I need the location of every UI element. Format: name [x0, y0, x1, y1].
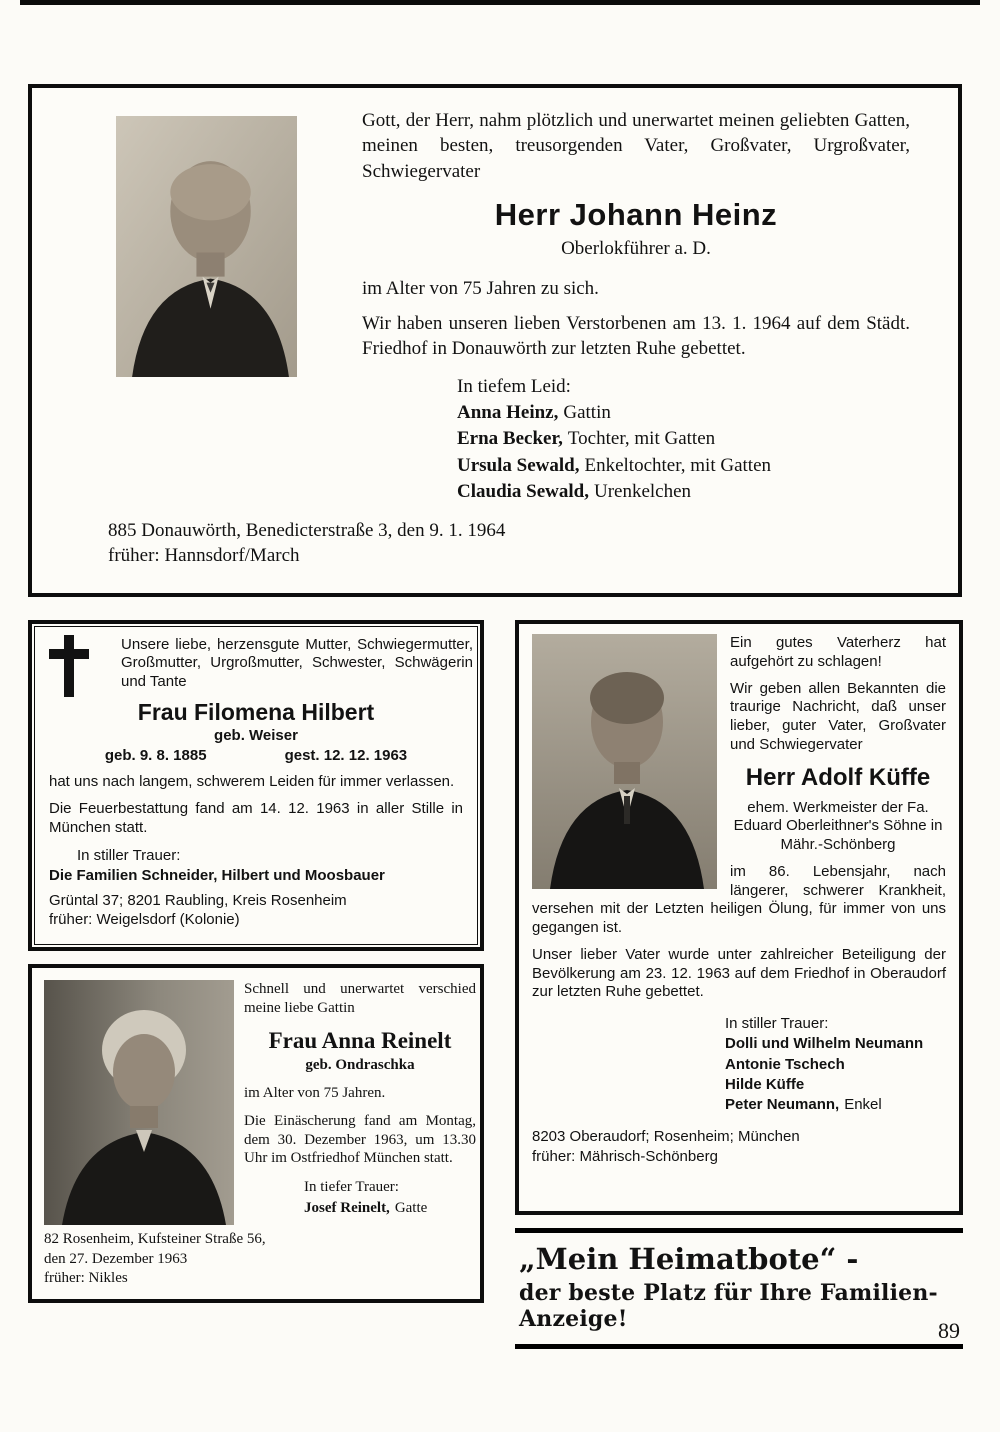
mourner-line	[457, 401, 910, 424]
mourner-role: Enkeltochter, mit Gatten	[584, 454, 772, 476]
age-line: im Alter von 75 Jahren.	[244, 1085, 386, 1101]
birth-death-dates	[49, 747, 463, 764]
mourner-line	[725, 1095, 946, 1115]
ad-title: „Mein Heimatbote“ -	[519, 1242, 859, 1276]
cremation-line: Die Feuerbestattung fand am 14. 12. 1963 in aller Stille in München statt.	[49, 800, 463, 837]
mourner-role: Tochter, mit Gatten	[567, 428, 716, 450]
address-line: Grüntal 37; 8201 Raubling, Kreis Rosenheim	[49, 891, 347, 909]
portrait-image	[44, 980, 234, 1225]
portrait-image	[116, 116, 297, 377]
cremation-line: Die Einäscherung fand am Montag, dem 30. Dezember 1963, um 13.30 Uhr im Ostfriedhof München statt.	[244, 1112, 476, 1167]
death-date: gest. 12. 12. 1963	[284, 746, 408, 764]
burial-line: Wir haben unseren lieben Verstorbenen am 13. 1. 1964 auf dem Städt. Friedhof in Donauwörth zur letzten Ruhe gebettet.	[362, 312, 910, 359]
obituary-text-block	[244, 980, 476, 1218]
mourner-name: Erna Becker,	[457, 428, 563, 450]
age-line: im Alter von 75 Jahren zu sich.	[362, 278, 599, 300]
mourning-block	[725, 1014, 946, 1115]
mourner-line	[725, 1075, 946, 1095]
obituary-text-block	[362, 108, 910, 503]
obituary-intro: Schnell und unerwartet verschied meine liebe Gattin	[244, 981, 476, 1016]
mourner-line	[457, 480, 910, 503]
former-residence: früher: Weigelsdorf (Kolonie)	[49, 911, 240, 929]
ad-slogan: der beste Platz für Ihre Familien-Anzeige!	[519, 1280, 938, 1332]
death-line: im 86. Lebensjahr, nach längerer, schwerer Krankheit, versehen mit der Letzten heiligen Ölung, für immer von uns gegangen ist.	[532, 862, 946, 936]
mourner-line	[457, 454, 910, 477]
birth-date: geb. 9. 8. 1885	[104, 746, 207, 764]
former-residence: früher: Mährisch-Schönberg	[532, 1147, 718, 1165]
mourner-families: Die Familien Schneider, Hilbert und Moosbauer	[49, 866, 385, 884]
page-number: 89	[938, 1318, 960, 1343]
obituary-filomena-hilbert	[28, 620, 484, 951]
obituary-opening: Ein gutes Vaterherz hat aufgehört zu schlagen!	[730, 634, 946, 670]
mourning-label: In tiefer Trauer:	[304, 1179, 399, 1195]
mourner-name: Anna Heinz,	[457, 402, 559, 424]
mourner-line	[725, 1055, 946, 1075]
address-line: 8203 Oberaudorf; Rosenheim; München	[532, 1128, 800, 1146]
mourner-name: Josef Reinelt,	[304, 1199, 390, 1216]
mourner-name: Claudia Sewald,	[457, 480, 589, 502]
obituary-intro: Gott, der Herr, nahm plötzlich und unerwartet meinen geliebten Gatten, meinen besten, treusorgenden Vater, Großvater, Urgroßvater, Schwiegervater	[362, 110, 910, 182]
mourner-name: Hilde Küffe	[725, 1075, 805, 1093]
mourner-role: Gatte	[394, 1199, 428, 1216]
mourner-name: Dolli und Wilhelm Neumann	[725, 1035, 924, 1053]
mourning-label: In stiller Trauer:	[725, 1015, 829, 1032]
portrait-johann-heinz	[116, 116, 297, 377]
burial-line: Unser lieber Vater wurde unter zahlreicher Beteiligung der Bevölkerung am 23. 12. 1963 auf dem Friedhof in Oberaudorf zur letzten Ruhe gebettet.	[532, 945, 946, 1001]
page-top-rule	[20, 0, 980, 5]
obituary-intro: Unsere liebe, herzensgute Mutter, Schwiegermutter, Großmutter, Urgroßmutter, Schwester, Schwägerin und Tante	[121, 636, 473, 690]
address-block	[44, 1230, 266, 1289]
heimatbote-ad	[515, 1228, 963, 1349]
deceased-name: Herr Adolf Küffe	[745, 763, 931, 791]
portrait-adolf-kueffe	[532, 634, 717, 889]
mourning-label: In tiefem Leid:	[457, 376, 571, 398]
cross-icon	[49, 635, 89, 702]
former-residence: früher: Nikles	[44, 1270, 128, 1286]
deceased-name: Frau Filomena Hilbert	[137, 698, 375, 725]
mourner-name: Ursula Sewald,	[457, 454, 580, 476]
obituary-anna-reinelt	[28, 964, 484, 1303]
deceased-occupation: Oberlokführer a. D.	[561, 238, 711, 260]
mourner-role: Gattin	[563, 402, 611, 424]
maiden-name: geb. Weiser	[214, 726, 298, 744]
mourner-name: Antonie Tschech	[725, 1055, 845, 1073]
maiden-name: geb. Ondraschka	[305, 1057, 415, 1074]
deceased-name: Frau Anna Reinelt	[268, 1027, 452, 1053]
mourner-name: Peter Neumann,	[725, 1096, 840, 1113]
address-block	[532, 1127, 946, 1166]
deceased-name: Herr Johann Heinz	[494, 196, 778, 232]
mourner-line	[457, 427, 910, 450]
death-line: hat uns nach langem, schwerem Leiden für immer verlassen.	[49, 772, 455, 790]
obituary-adolf-kueffe	[515, 620, 963, 1215]
obituary-johann-heinz	[28, 84, 962, 597]
mourner-line	[304, 1199, 476, 1218]
mourning-block	[457, 375, 910, 503]
mourner-line	[725, 1034, 946, 1054]
address-line: 885 Donauwörth, Benedicterstraße 3, den 9. 1. 1964	[108, 520, 506, 541]
former-residence: früher: Hannsdorf/March	[108, 544, 300, 566]
mourner-role: Urenkelchen	[593, 480, 692, 502]
portrait-image	[532, 634, 717, 889]
mourning-label: In stiller Trauer:	[77, 846, 181, 864]
address-line: 82 Rosenheim, Kufsteiner Straße 56,	[44, 1231, 266, 1247]
mourner-role: Enkel	[844, 1096, 882, 1113]
portrait-anna-reinelt	[44, 980, 234, 1225]
address-date: den 27. Dezember 1963	[44, 1250, 188, 1267]
address-block	[108, 519, 505, 568]
obituary-inner-frame	[34, 626, 478, 945]
deceased-occupation: ehem. Werkmeister der Fa. Eduard Oberleithner's Söhne in Mähr.-Schönberg	[733, 798, 943, 853]
obituary-intro: Wir geben allen Bekannten die traurige Nachricht, daß unser lieber, guter Vater, Großvater und Schwiegervater	[730, 679, 946, 753]
